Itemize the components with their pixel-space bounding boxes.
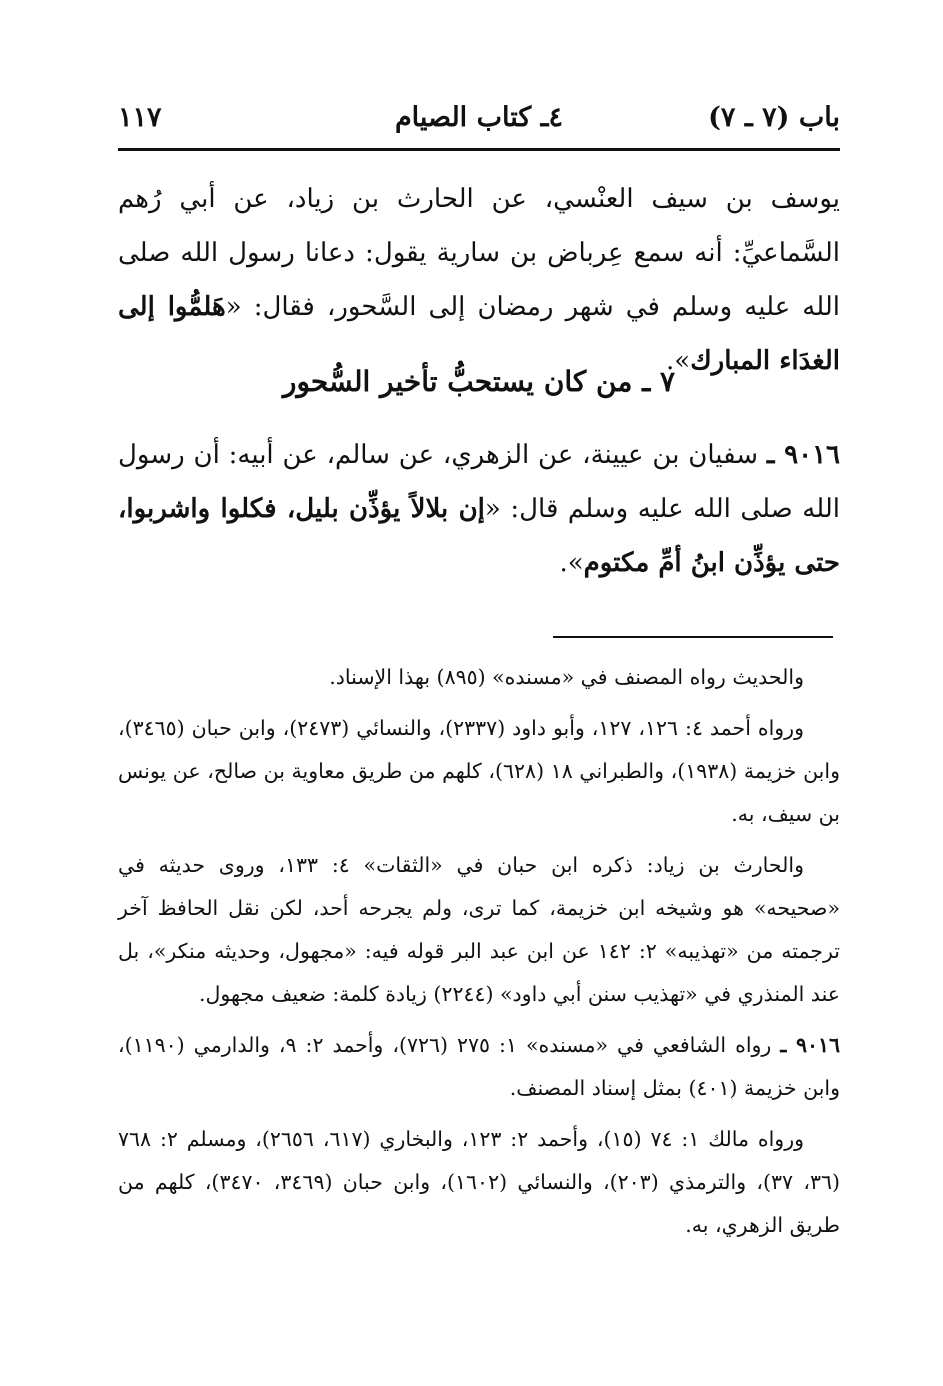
running-header [118, 92, 840, 151]
hadith-chain: سفيان بن عيينة، عن الزهري، عن سالم، عن أبيه: أن رسول الله صلى الله عليه وسلم قال: « [118, 440, 840, 524]
footnote: ورواه مالك ١: ٧٤ (١٥)، وأحمد ٢: ١٢٣، والبخاري (٦١٧، ٢٦٥٦)، ومسلم ٢: ٧٦٨ (٣٦، ٣٧)، والترمذي (٢٠٣)، والنسائي (١٦٠٢)، وابن حبان (٣٤٦٩، ٣٤٧٠)، كلهم من طريق الزهري، به. [118, 1127, 841, 1237]
footnote: والحديث رواه المصنف في «مسنده» (٨٩٥) بهذا الإسناد. [329, 665, 804, 689]
footnote: ورواه أحمد ٤: ١٢٦، ١٢٧، وأبو داود (٢٣٣٧)، والنسائي (٢٤٧٣)، وابن حبان (٣٤٦٥)، وابن خزيمة (١٩٣٨)، والطبراني ١٨ (٦٢٨)، كلهم من طريق معاوية بن صالح، عن يونس بن سيف، به. [118, 716, 840, 826]
hadith-text: يوسف بن سيف العنْسي، عن الحارث بن زياد، عن أبي رُهم السَّماعيِّ: أنه سمع عِرباض بن سارية يقول: دعانا رسول الله صلى الله عليه وسلم في شهر رمضان إلى السَّحور، فقال: « [118, 184, 840, 322]
footnote-text: رواه الشافعي في «مسنده» ١: ٢٧٥ (٧٢٦)، وأحمد ٢: ٩، والدارمي (١١٩٠)، وابن خزيمة (٤٠١) بمثل إسناد المصنف. [118, 1033, 840, 1100]
prophetic-quote: هَلمُّوا إلى الغدَاء المبارك [118, 292, 840, 376]
hadith-9016 [118, 428, 840, 590]
footnote-separator [553, 636, 833, 638]
footnote-number: ٩٠١٦ ـ [780, 1033, 840, 1057]
page-number: ١١٧ [118, 102, 162, 133]
prophetic-quote: إن بلالاً يؤذِّن بليل، فكلوا واشربوا، حتى يؤذِّن ابنُ أمِّ مكتوم [118, 494, 840, 578]
footnote [118, 1024, 840, 1110]
quote-close: ». [559, 548, 584, 578]
footnote: والحارث بن زياد: ذكره ابن حبان في «الثقات» ٤: ١٣٣، وروى حديثه في «صحيحه» هو وشيخه ابن خزيمة، كما ترى، ولم يجرحه أحد، لكن نقل الحافظ آخر ترجمته من «تهذيبه» ٢: ١٤٢ عن ابن عبد البر قوله فيه: «مجهول، وحديثه منكر»، بل عند المنذري في «تهذيب سنن أبي داود» (٢٢٤٤) زيادة كلمة: ضعيف مجهول. [118, 853, 840, 1006]
section-heading: ٧ ـ من كان يستحبُّ تأخير السُّحور [282, 365, 676, 398]
chapter-label: باب (٧ ـ ٧) [708, 102, 840, 133]
footnotes [118, 656, 840, 1255]
quote-close: ». [666, 346, 691, 376]
hadith-number: ٩٠١٦ ـ [766, 440, 841, 470]
book-title: ٤ـ كتاب الصيام [394, 102, 564, 133]
